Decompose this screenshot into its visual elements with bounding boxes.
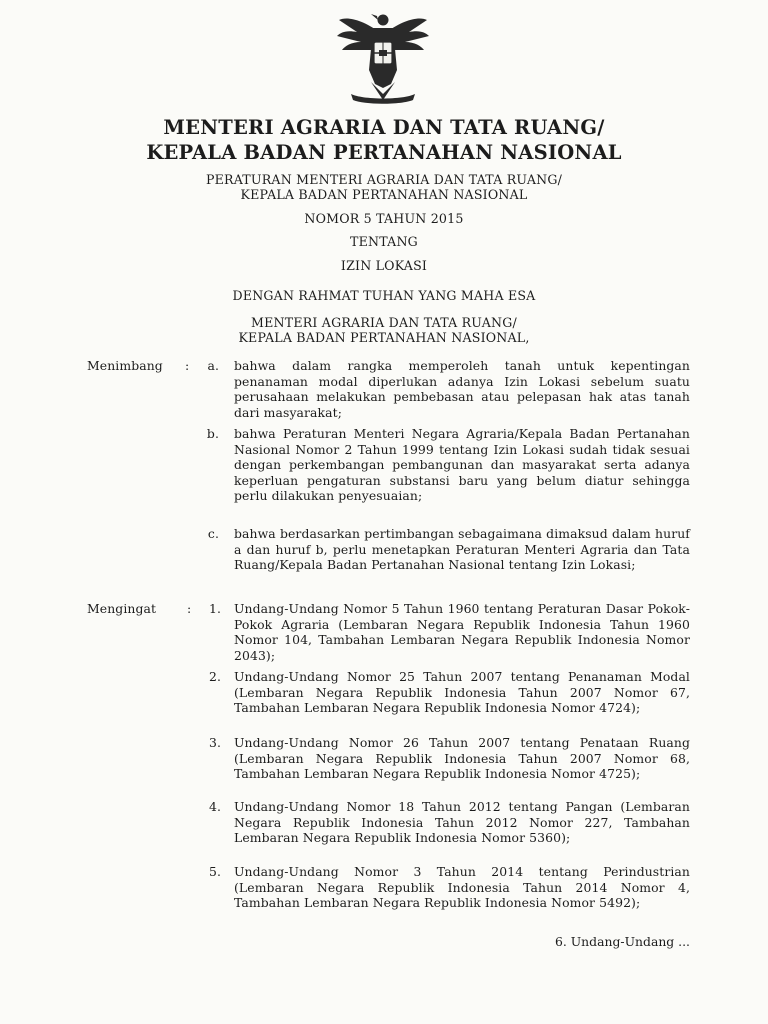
page-continuation: 6. Undang-Undang ... [554,934,690,949]
mengingat-item-1: Undang-Undang Nomor 5 Tahun 1960 tentang Peraturan Dasar Pokok-Pokok Agraria (Lembaran Negara Republik Indonesia Tahun 1960 Nomor 104, Tambahan Lembaran Negara Republik Indonesia Nomor 2043); [234,601,690,663]
regulation-subject: IZIN LOKASI [340,258,428,273]
menimbang-label: Menimbang [87,358,163,373]
mengingat-item-2: Undang-Undang Nomor 25 Tahun 2007 tentang Penanaman Modal (Lembaran Negara Republik Indonesia Tahun 2007 Nomor 67, Tambahan Lembaran Negara Republik Indonesia Nomor 4724); [234,669,690,716]
issuer-line1: MENTERI AGRARIA DAN TATA RUANG/ [251,315,517,330]
regulation-number: NOMOR 5 TAHUN 2015 [304,211,464,226]
menimbang-mark-b: b. [206,426,219,441]
regulation-title-line1: PERATURAN MENTERI AGRARIA DAN TATA RUANG/ [205,172,563,187]
mengingat-mark-4: 4. [208,799,221,814]
mengingat-item-3: Undang-Undang Nomor 26 Tahun 2007 tentang Penataan Ruang (Lembaran Negara Republik Indonesia Tahun 2007 Nomor 68, Tambahan Lembaran Negara Republik Indonesia Nomor 4725); [234,735,690,782]
menimbang-mark-a: a. [207,358,219,373]
issuer-line2: KEPALA BADAN PERTANAHAN NASIONAL, [238,330,530,345]
mengingat-mark-1: 1. [208,601,221,616]
blessing-line: DENGAN RAHMAT TUHAN YANG MAHA ESA [232,288,536,303]
minister-title-line2: KEPALA BADAN PERTANAHAN NASIONAL [146,141,622,164]
mengingat-colon: : [187,601,192,616]
menimbang-mark-c: c. [207,526,219,541]
mengingat-label: Mengingat [87,601,157,616]
mengingat-mark-3: 3. [208,735,221,750]
mengingat-item-4: Undang-Undang Nomor 18 Tahun 2012 tentang Pangan (Lembaran Negara Republik Indonesia Tahun 2012 Nomor 227, Tambahan Lembaran Negara Republik Indonesia Nomor 5360); [234,799,690,846]
menimbang-item-b: bahwa Peraturan Menteri Negara Agraria/Kepala Badan Pertanahan Nasional Nomor 2 Tahun 1999 tentang Izin Lokasi sudah tidak sesuai dengan perkembangan pembangunan dan masyarakat serta adanya keperluan pengaturan substansi baru yang belum diatur sehingga perlu dilakukan penyesuaian; [234,426,690,504]
mengingat-mark-5: 5. [208,864,221,879]
regulation-about: TENTANG [350,234,418,249]
mengingat-item-5: Undang-Undang Nomor 3 Tahun 2014 tentang Perindustrian (Lembaran Negara Republik Indonesia Tahun 2014 Nomor 4, Tambahan Lembaran Negara Republik Indonesia Nomor 5492); [234,864,690,911]
menimbang-colon: : [185,358,190,373]
garuda-emblem-icon [333,10,433,106]
menimbang-item-c: bahwa berdasarkan pertimbangan sebagaimana dimaksud dalam huruf a dan huruf b, perlu menetapkan Peraturan Menteri Agraria dan Tata Ruang/Kepala Badan Pertanahan Nasional tentang Izin Lokasi; [234,526,690,573]
regulation-title-line2: KEPALA BADAN PERTANAHAN NASIONAL [240,187,528,202]
menimbang-item-a: bahwa dalam rangka memperoleh tanah untuk kepentingan penanaman modal diperlukan adanya Izin Lokasi sebelum suatu perusahaan melakukan pembebasan atau pelepasan hak atas tanah dari masyarakat; [234,358,690,420]
mengingat-mark-2: 2. [208,669,221,684]
minister-title-line1: MENTERI AGRARIA DAN TATA RUANG/ [163,116,605,139]
